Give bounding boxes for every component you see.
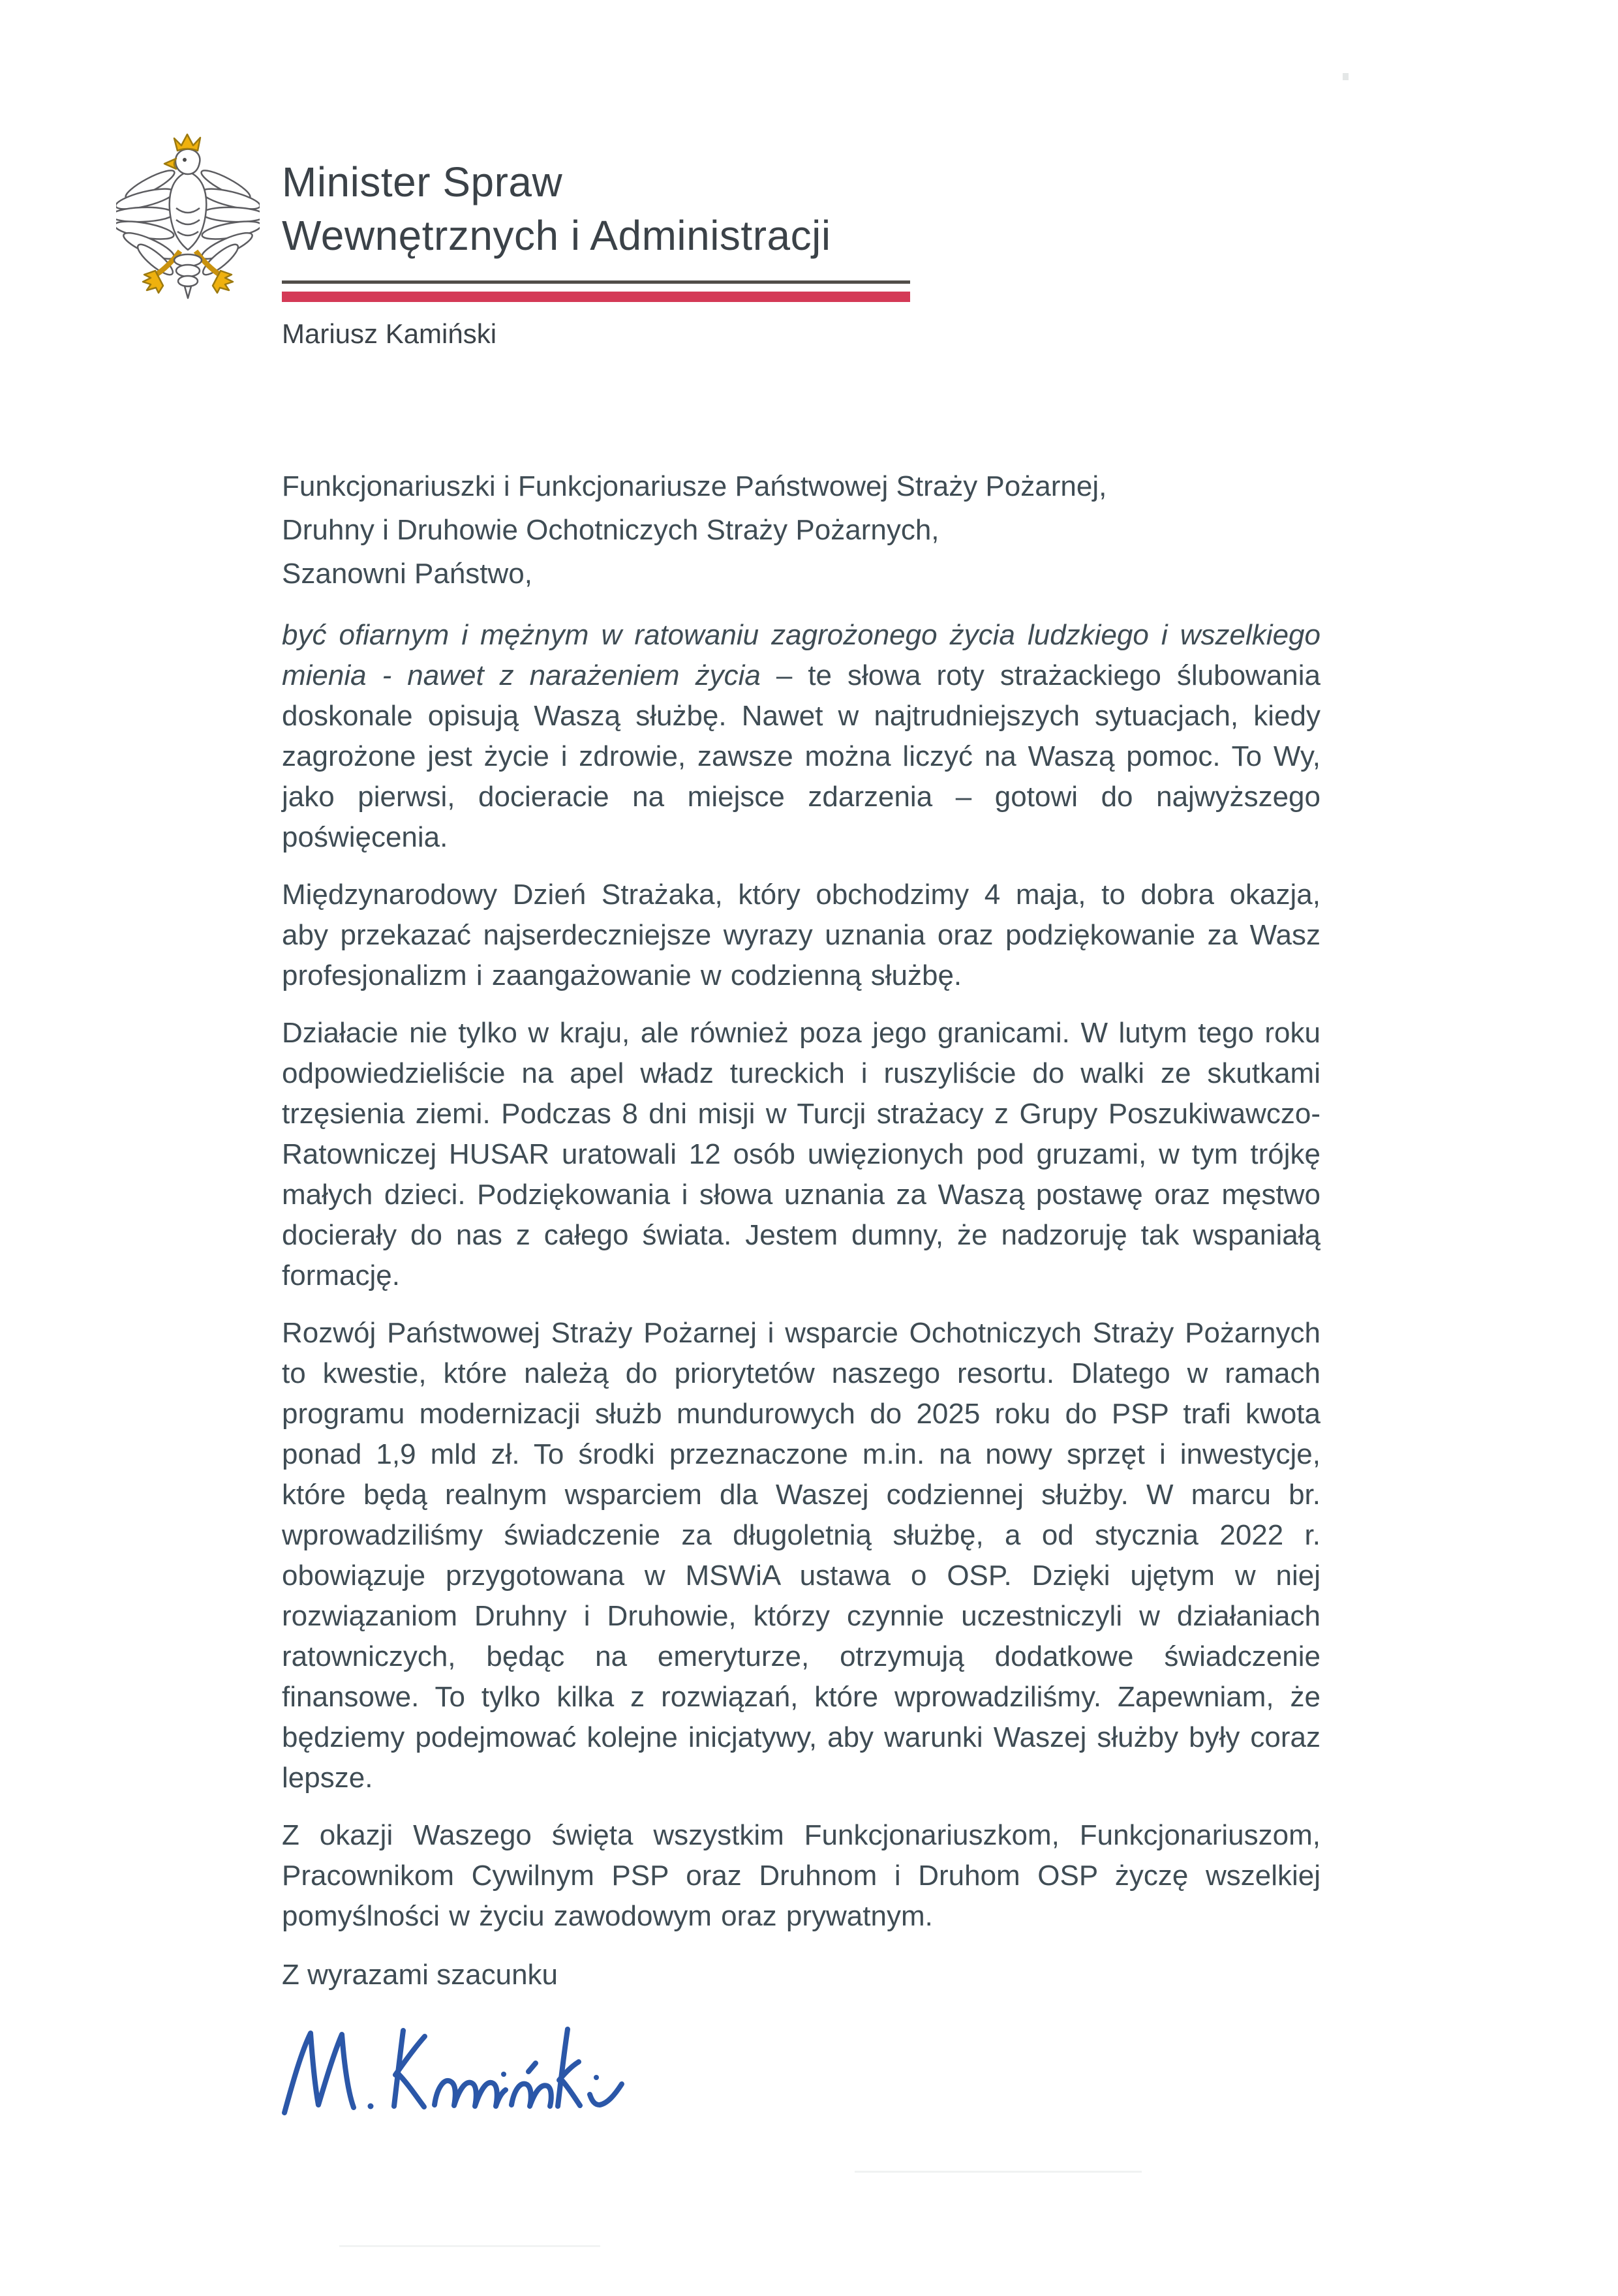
closing-line: Z wyrazami szacunku <box>282 1959 558 1991</box>
scan-artifact <box>339 2245 600 2247</box>
ministry-title-line2: Wewnętrznych i Administracji <box>282 212 831 259</box>
scan-artifact <box>1343 73 1349 80</box>
minister-name: Mariusz Kamiński <box>282 318 497 349</box>
salutation-line: Funkcjonariuszki i Funkcjonariusze Państwowej Straży Pożarnej, <box>282 470 1107 502</box>
header-rule-dark <box>282 280 910 284</box>
paragraph-oath-rest: – te słowa roty strażackiego ślubowania doskonale opisują Waszą służbę. Nawet w najtrudniejszych sytuacjach, kiedy zagrożone jest życie i zdrowie, zawsze można liczyć na Waszą pomoc. To Wy, jako pierwsi, docieracie na miejsce zdarzenia – gotowi do najwyższego poświęcenia. <box>282 659 1321 853</box>
salutation <box>282 464 1320 596</box>
signature-handwriting <box>273 2007 677 2131</box>
scan-artifact <box>855 2171 1142 2173</box>
paragraph-oath <box>282 615 1320 858</box>
paragraph-turkey-mission: Działacie nie tylko w kraju, ale również poza jego granicami. W lutym tego roku odpowiedzieliście na apel władz tureckich i ruszyliście do walki ze skutkami trzęsienia ziemi. Podczas 8 dni misji w Turcji strażacy z Grupy Poszukiwawczo-Ratowniczej HUSAR uratowali 12 osób uwięzionych pod gruzami, w tym trójkę małych dzieci. Podziękowania i słowa uznania za Waszą postawę oraz męstwo docierały do nas z całego świata. Jestem dumny, że nadzoruję tak wspaniałą formację. <box>282 1017 1320 1292</box>
oath-quote-italic: być ofiarnym i mężnym w ratowaniu zagrożonego życia ludzkiego i wszelkiego mienia - nawet z narażeniem życia <box>282 619 1320 691</box>
salutation-line: Szanowni Państwo, <box>282 558 532 590</box>
paragraph-modernization: Rozwój Państwowej Straży Pożarnej i wsparcie Ochotniczych Straży Pożarnych to kwestie, które należą do priorytetów naszego resortu. Dlatego w ramach programu modernizacji służb mundurowych do 2025 roku do PSP trafi kwota ponad 1,9 mld zł. To środki przeznaczone m.in. na nowy sprzęt i inwestycje, które będą realnym wsparciem dla Waszej codziennej służby. W marcu br. wprowadziliśmy świadczenie za długoletnią służbę, a od stycznia 2022 r. obowiązuje przygotowana w MSWiA ustawa o OSP. Dzięki ujętym w niej rozwiązaniom Druhny i Druhowie, którzy czynnie uczestniczyli w działaniach ratowniczych, będąc na emeryturze, otrzymują dodatkowe świadczenie finansowe. To tylko kilka z rozwiązań, które wprowadziliśmy. Zapewniam, że będziemy podejmować kolejne inicjatywy, aby warunki Waszej służby były coraz lepsze. <box>282 1317 1320 1794</box>
ministry-title-line1: Minister Spraw <box>282 159 563 205</box>
header-flag-stripe <box>282 292 910 302</box>
salutation-line: Druhny i Druhowie Ochotniczych Straży Pożarnych, <box>282 514 939 546</box>
letter-body <box>282 464 1320 2131</box>
paragraph-firefighters-day: Międzynarodowy Dzień Strażaka, który obchodzimy 4 maja, to dobra okazja, aby przekazać najserdeczniejsze wyrazy uznania oraz podziękowanie za Wasz profesjonalizm i zaangażowanie w codzienną służbę. <box>282 879 1320 991</box>
ministry-title <box>282 155 831 262</box>
paragraph-wishes: Z okazji Waszego święta wszystkim Funkcjonariuszkom, Funkcjonariuszom, Pracownikom Cywilnym PSP oraz Druhnom i Druhom OSP życzę wszelkiej pomyślności w życiu zawodowym oraz prywatnym. <box>282 1819 1320 1932</box>
coat-of-arms-eagle-icon <box>116 130 260 314</box>
